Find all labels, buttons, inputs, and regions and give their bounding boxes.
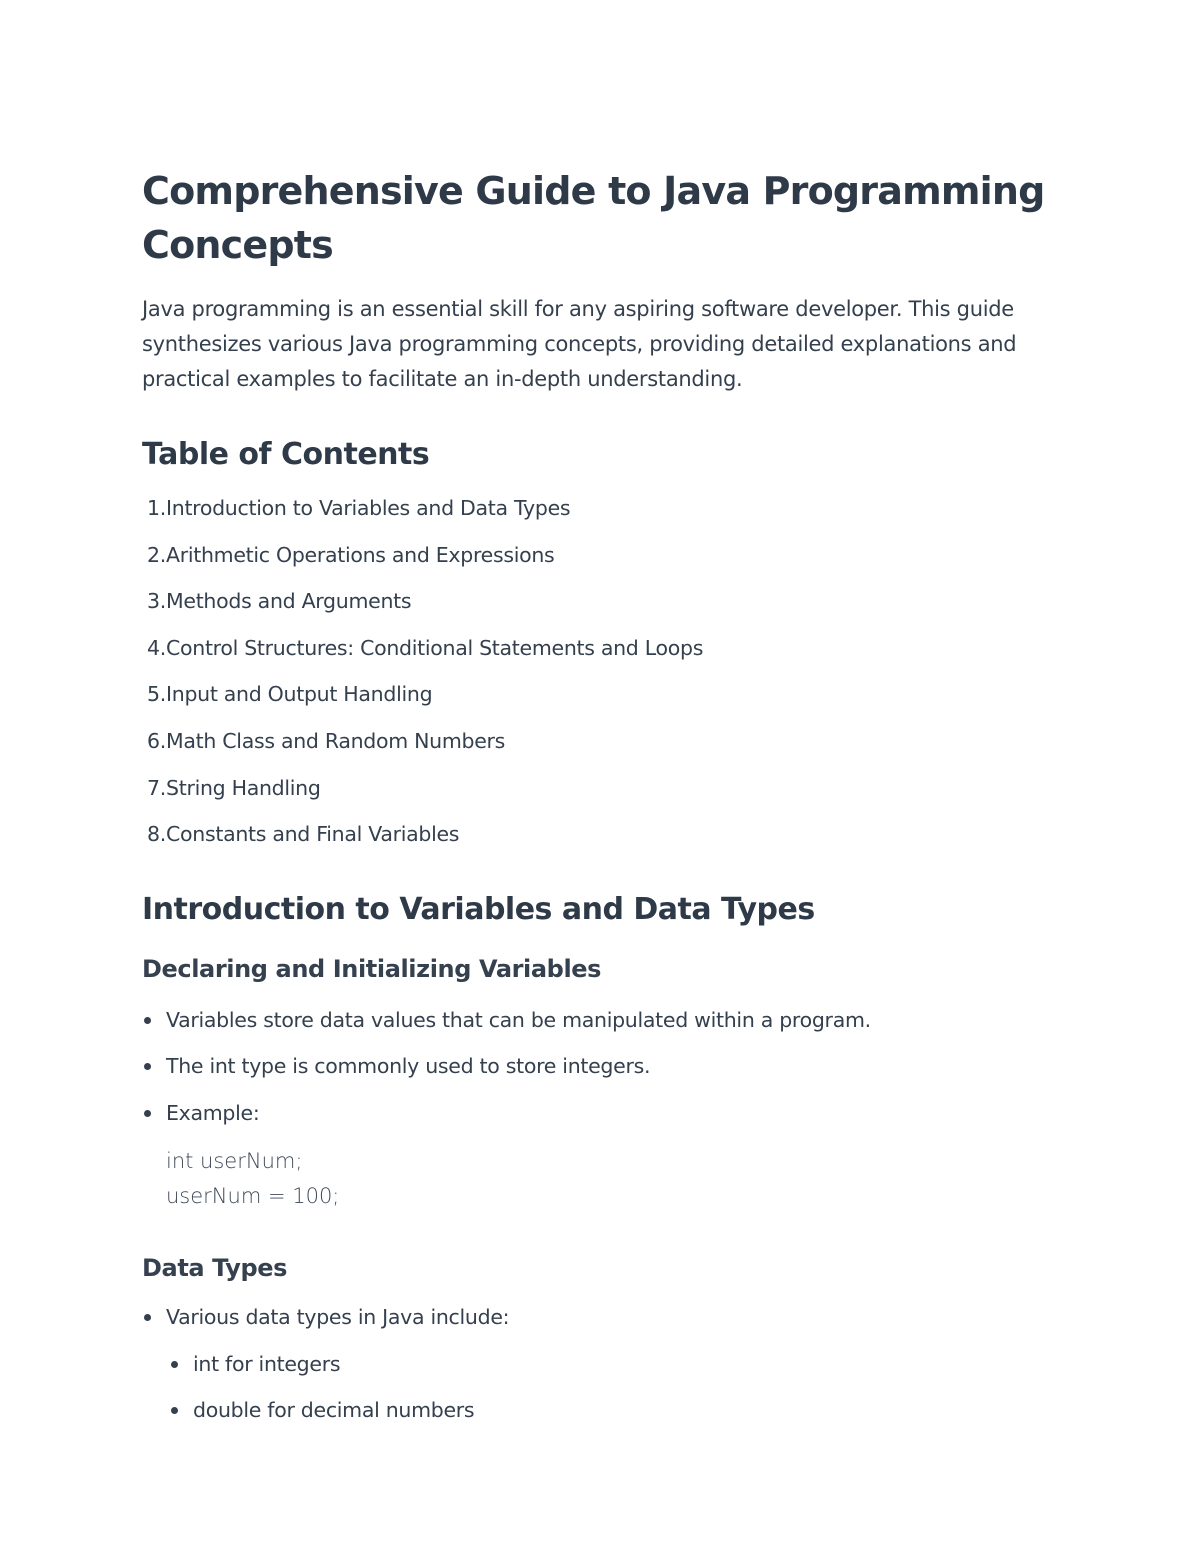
toc-item-label: Constants and Final Variables — [166, 822, 460, 847]
document-title: Comprehensive Guide to Java Programming Concepts — [142, 169, 1045, 267]
subheading-data-types: Data Types — [142, 1253, 288, 1282]
nested-list-item: double for decimal numbers — [142, 1397, 1060, 1444]
data-types-bullet-list — [142, 1304, 1060, 1444]
toc-item-number: 7. — [147, 775, 166, 800]
intro-paragraph: Java programming is an essential skill for any aspiring software developer. This guide synthesizes various Java programming concepts, providing detailed explanations and practical examples to facilitate an in-depth understanding. — [142, 297, 1017, 391]
section-heading-variables: Introduction to Variables and Data Types — [142, 891, 815, 927]
list-item: Various data types in Java include: — [142, 1304, 1060, 1351]
toc-item[interactable] — [142, 635, 1060, 682]
toc-item[interactable] — [142, 728, 1060, 775]
toc-item[interactable] — [142, 681, 1060, 728]
toc-item-label: Methods and Arguments — [166, 589, 412, 614]
toc-item-label: Introduction to Variables and Data Types — [166, 496, 571, 520]
declaring-bullet-list — [142, 1007, 1060, 1126]
code-line: int userNum; — [166, 1148, 303, 1173]
toc-item-label: Control Structures: Conditional Statements and Loops — [166, 635, 704, 660]
toc-item-number: 6. — [147, 728, 166, 753]
toc-item-label: Arithmetic Operations and Expressions — [166, 542, 555, 567]
toc-item[interactable] — [142, 588, 1060, 635]
toc-item[interactable] — [142, 542, 1060, 589]
subheading-declaring-variables: Declaring and Initializing Variables — [142, 954, 602, 983]
toc-item-number: 1. — [147, 496, 166, 520]
nested-list-item: int for integers — [142, 1351, 1060, 1398]
table-of-contents — [142, 495, 1060, 868]
code-example — [166, 1144, 1060, 1214]
toc-item-number: 2. — [147, 542, 166, 567]
toc-item[interactable] — [142, 775, 1060, 822]
toc-item-number: 5. — [147, 682, 166, 707]
example-label: Example: — [166, 1100, 260, 1125]
toc-item-number: 8. — [147, 822, 166, 847]
toc-item-label: Math Class and Random Numbers — [166, 728, 506, 753]
toc-item-label: String Handling — [166, 775, 321, 800]
toc-item-label: Input and Output Handling — [166, 682, 433, 707]
toc-heading: Table of Contents — [142, 437, 430, 472]
code-line: userNum = 100; — [166, 1183, 340, 1208]
list-item-example — [142, 1100, 1060, 1126]
list-item: Variables store data values that can be manipulated within a program. — [142, 1007, 1060, 1054]
list-item: The int type is commonly used to store integers. — [142, 1053, 1060, 1100]
toc-item-number: 3. — [147, 589, 166, 614]
toc-item[interactable] — [142, 495, 1060, 542]
toc-item[interactable] — [142, 821, 1060, 868]
toc-item-number: 4. — [147, 635, 166, 660]
